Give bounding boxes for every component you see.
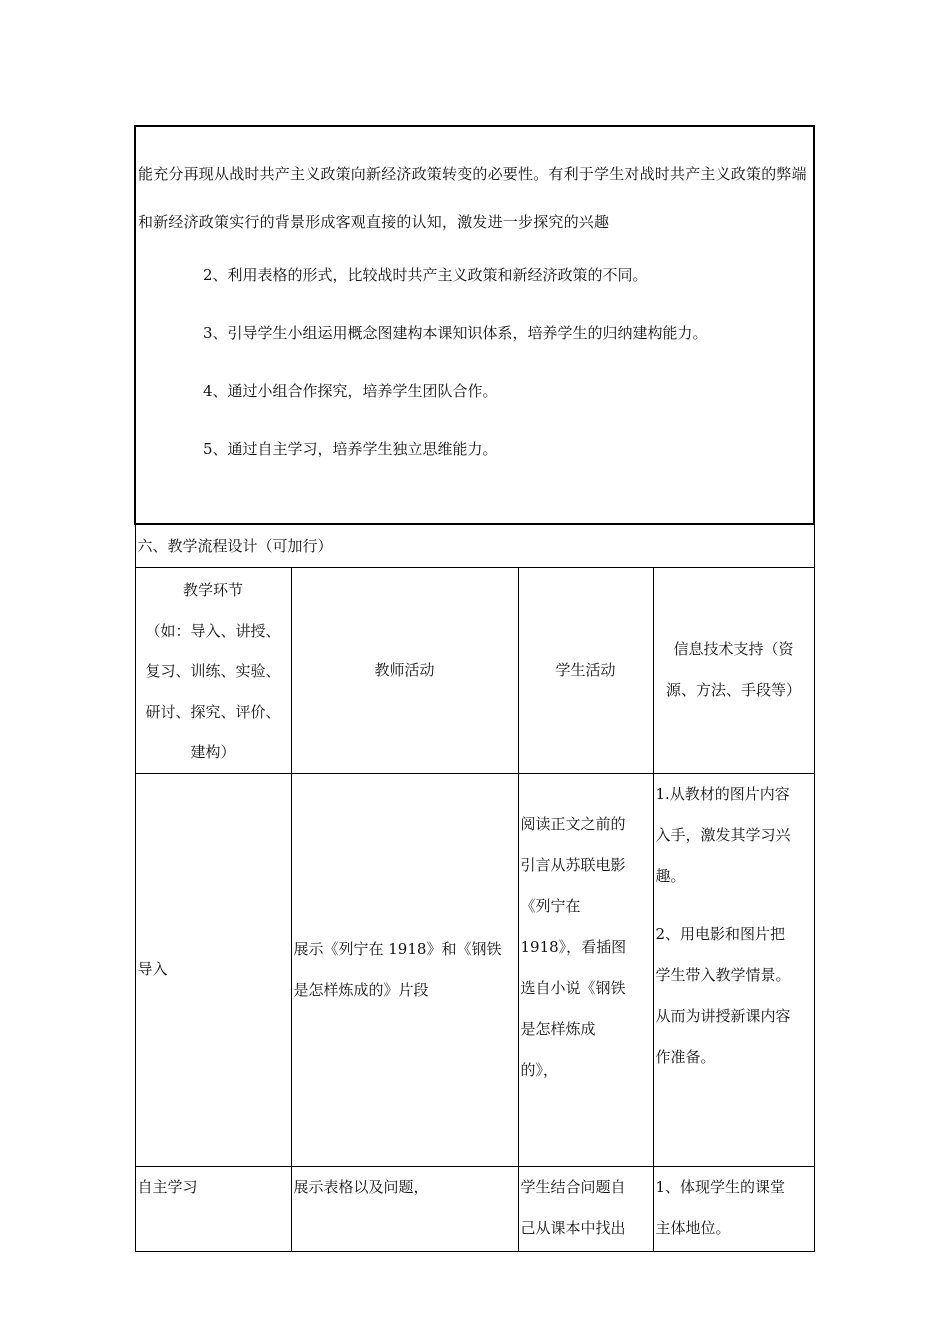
row-tech-line: 作准备。 <box>655 1047 716 1066</box>
header-stage-line: 建构） <box>190 743 236 761</box>
objective-item: 3、引导学生小组运用概念图建构本课知识体系，培养学生的归纳建构能力。 <box>203 324 708 342</box>
header-stage-line: （如：导入、讲授、 <box>145 621 281 640</box>
header-stage-line: 研讨、探究、评价、 <box>145 702 281 721</box>
row-teacher-line: 展示表格以及问题， <box>293 1177 429 1196</box>
row-student-line: 《列宁在 <box>520 896 581 915</box>
objective-item: 5、通过自主学习，培养学生独立思维能力。 <box>203 440 498 458</box>
objective-item: 4、通过小组合作探究，培养学生团队合作。 <box>203 382 498 400</box>
row-teacher <box>291 773 518 1166</box>
row-tech-line: 1、体现学生的课堂 <box>655 1177 786 1196</box>
table-row <box>135 1166 814 1251</box>
table-header-row <box>135 568 814 774</box>
row-teacher-line: 是怎样炼成的》片段 <box>293 980 429 999</box>
teaching-objectives-cell <box>135 126 814 524</box>
row-student <box>518 1166 653 1251</box>
header-stage-line: 复习、训练、实验、 <box>145 662 281 680</box>
row-stage: 自主学习 <box>135 1166 291 1251</box>
row-student-line: 的》， <box>520 1060 559 1079</box>
header-stage-line: 教学环节 <box>182 581 243 599</box>
header-student: 学生活动 <box>518 568 653 774</box>
row-teacher-line: 展示《列宁在 1918》和《钢铁 <box>293 939 502 958</box>
row-stage: 导入 <box>135 773 291 1166</box>
row-student-line: 阅读正文之前的 <box>520 814 626 833</box>
row-tech <box>653 1166 814 1251</box>
row-teacher <box>291 1166 518 1251</box>
header-tech-line: 源、方法、手段等） <box>666 681 802 700</box>
row-tech-line: 入手，激发其学习兴 <box>655 825 791 844</box>
row-tech-line: 趣。 <box>655 866 686 885</box>
header-stage <box>135 568 291 774</box>
section-title: 六、教学流程设计（可加行） <box>135 524 814 568</box>
row-tech-line: 从而为讲授新课内容 <box>655 1006 791 1025</box>
row-student-line: 选自小说《钢铁 <box>520 978 626 997</box>
table-row <box>135 773 814 1166</box>
row-tech <box>653 773 814 1166</box>
row-student-line: 己从课本中找出 <box>520 1218 626 1237</box>
row-tech-line: 学生带入教学情景。 <box>655 965 791 984</box>
row-tech-line: 2、用电影和图片把 <box>655 924 786 943</box>
header-tech <box>653 568 814 774</box>
row-student-line: 是怎样炼成 <box>520 1019 596 1038</box>
row-student-line: 学生结合问题自 <box>520 1177 626 1196</box>
row-tech-line: 主体地位。 <box>655 1218 731 1237</box>
row-tech-line: 1.从教材的图片内容 <box>655 784 790 803</box>
lesson-plan-table <box>134 125 815 1252</box>
row-student <box>518 773 653 1166</box>
header-teacher: 教师活动 <box>291 568 518 774</box>
objectives-paragraph: 能充分再现从战时共产主义政策向新经济政策转变的必要性。有利于学生对战时共产主义政策的弊端和新经济政策实行的背景形成客观直接的认知，激发进一步探究的兴趣 <box>138 165 807 231</box>
objective-item: 2、利用表格的形式，比较战时共产主义政策和新经济政策的不同。 <box>203 266 648 284</box>
row-student-line: 引言从苏联电影 <box>520 855 626 874</box>
row-student-line: 1918》，看插图 <box>520 937 627 956</box>
header-tech-line: 信息技术支持（资 <box>673 640 794 659</box>
